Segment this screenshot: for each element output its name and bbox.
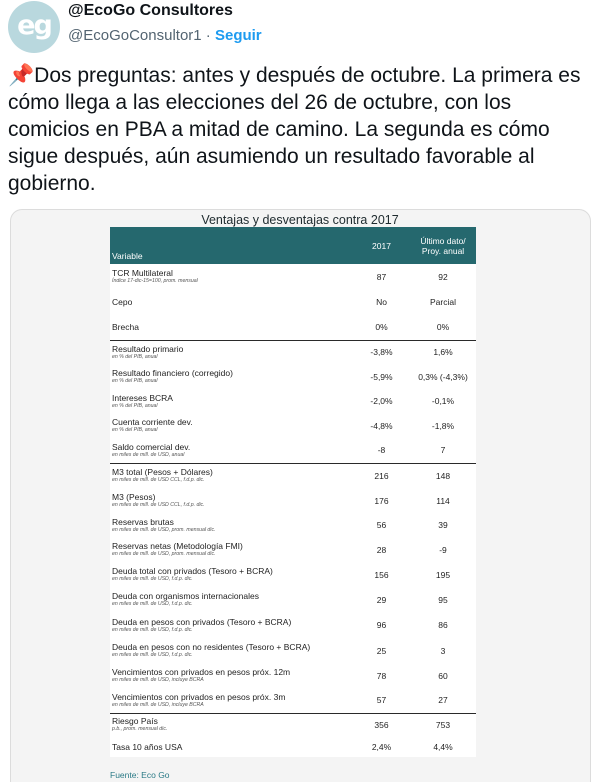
row-label: Reservas brutas	[112, 516, 174, 527]
row-sublabel: en miles de mill. de USD, prom. mensual dic.	[112, 526, 216, 533]
table-row	[110, 413, 476, 438]
cell-2017: 56	[376, 520, 387, 530]
row-variable-cell	[110, 736, 353, 757]
table-row	[110, 438, 476, 463]
cell-2017: -2,0%	[370, 396, 393, 406]
row-label: Saldo comercial dev.	[112, 441, 191, 452]
row-sublabel: en miles de mill. de USD CCL, f.d.p. dic.	[112, 502, 205, 508]
cell-2017: 25	[376, 645, 387, 656]
cell-2017: 356	[353, 713, 410, 736]
column-header-2017: 2017	[353, 227, 410, 264]
row-sublabel: en miles de mill. de USD, anual	[112, 451, 185, 458]
pushpin-icon: 📌	[8, 64, 35, 87]
cell-2017: -3,8%	[353, 340, 410, 364]
cell-ultimo-dato: 86	[438, 620, 448, 630]
cell-2017: 0%	[375, 322, 388, 333]
cell-2017: 29	[376, 594, 387, 605]
cell-2017: 216	[353, 463, 410, 488]
cell-ultimo-dato: 0,3% (-4,3%)	[418, 371, 468, 382]
cell-ultimo-dato: 4,4%	[433, 741, 453, 752]
row-label: Reservas netas (Metodología FMI)	[112, 541, 243, 551]
cell-ultimo-dato: 195	[435, 569, 451, 580]
cell-ultimo-dato: 1,6%	[410, 340, 476, 364]
row-label: M3 (Pesos)	[112, 492, 156, 502]
row-label: Vencimientos con privados en pesos próx. 3m	[112, 691, 286, 702]
cell-2017: 57	[376, 695, 387, 706]
cell-2017: 28	[376, 544, 387, 555]
table-row	[110, 340, 476, 364]
table-row	[110, 713, 476, 736]
author-name[interactable]: @EcoGo Consultores	[68, 2, 233, 19]
cell-2017: 156	[374, 569, 389, 580]
cell-ultimo-dato: 27	[438, 695, 448, 706]
row-sublabel: en % del PIB, anual	[112, 353, 158, 360]
row-label: Resultado primario	[112, 343, 184, 354]
cell-ultimo-dato: -0,1%	[431, 396, 455, 406]
row-variable-cell	[110, 562, 353, 587]
cell-ultimo-dato: 148	[410, 463, 476, 488]
avatar-logo: eg	[17, 9, 51, 41]
follow-button[interactable]: Seguir	[214, 27, 262, 44]
cell-ultimo-dato: -9	[439, 544, 447, 555]
cell-2017: -5,9%	[370, 371, 393, 382]
cell-2017: 87	[376, 271, 387, 282]
row-variable-cell	[110, 389, 353, 413]
row-label: Resultado financiero (corregido)	[112, 368, 233, 378]
cell-2017: 78	[376, 670, 387, 681]
row-label: Brecha	[112, 322, 139, 333]
row-variable-cell	[110, 289, 353, 315]
row-label: Cepo	[112, 297, 133, 307]
table-title: Ventajas y desventajas contra 2017	[201, 213, 399, 227]
row-label: Deuda en pesos con privados (Tesoro + BCRA)	[112, 616, 292, 627]
row-sublabel: en miles de mill. de USD, f.d.p. dic.	[112, 601, 193, 607]
table-header-row	[110, 227, 476, 264]
row-variable-cell	[110, 463, 353, 488]
table-row	[110, 688, 476, 713]
cell-2017: 2,4%	[371, 741, 392, 752]
row-variable-cell	[110, 587, 353, 612]
table-row	[110, 663, 476, 688]
cell-ultimo-dato: 39	[438, 520, 448, 530]
row-variable-cell	[110, 438, 353, 463]
cell-ultimo-dato: -1,8%	[431, 420, 455, 431]
table-row	[110, 364, 476, 389]
table-row	[110, 264, 476, 289]
table-row	[110, 463, 476, 488]
author-handle[interactable]: @EcoGoConsultor1	[68, 27, 202, 44]
row-label: Riesgo País	[112, 716, 158, 727]
cell-ultimo-dato: 60	[438, 670, 448, 681]
table-row	[110, 513, 476, 537]
row-variable-cell	[110, 488, 353, 513]
row-variable-cell	[110, 340, 353, 364]
row-label: Deuda total con privados (Tesoro + BCRA)	[112, 566, 273, 576]
row-variable-cell	[110, 413, 353, 438]
row-sublabel: en % del PIB, anual	[112, 402, 158, 409]
row-label: Intereses BCRA	[112, 392, 173, 403]
row-variable-cell	[110, 513, 353, 537]
row-sublabel: en miles de mill. de USD, f.d.p. dic.	[112, 626, 193, 633]
row-variable-cell	[110, 638, 353, 663]
cell-ultimo-dato: 114	[436, 495, 450, 506]
row-label: M3 total (Pesos + Dólares)	[112, 467, 213, 478]
row-sublabel: en miles de mill. de USD, incluye BCRA	[112, 701, 204, 708]
row-sublabel: en % del PIB, anual	[112, 378, 158, 384]
tweet-text	[8, 62, 588, 197]
row-sublabel: p.b., prom. mensual dic.	[112, 726, 168, 733]
table-row	[110, 488, 476, 513]
data-table	[110, 227, 476, 757]
cell-2017: -8	[377, 445, 386, 456]
column-header-ultimo-dato: Último dato/ Proy. anual	[410, 227, 476, 264]
row-label: Cuenta corriente dev.	[112, 417, 193, 427]
table-row	[110, 389, 476, 413]
cell-ultimo-dato: 7	[440, 445, 446, 456]
table-row	[110, 289, 476, 315]
row-label: Vencimientos con privados en pesos próx. 12m	[112, 667, 291, 677]
row-variable-cell	[110, 688, 353, 713]
cell-ultimo-dato: 3	[440, 645, 446, 656]
row-sublabel: Índice 17-dic-15=100, prom. mensual	[112, 278, 198, 284]
row-variable-cell	[110, 713, 353, 736]
row-variable-cell	[110, 364, 353, 389]
table-body	[110, 264, 476, 757]
row-sublabel: en miles de mill. de USD CCL, f.d.p. dic.	[112, 477, 205, 484]
separator-dot: ·	[201, 27, 215, 44]
row-sublabel: en miles de mill. de USD, prom. mensual dic.	[112, 551, 216, 557]
cell-2017: -4,8%	[370, 420, 393, 431]
row-label: Deuda con organismos internacionales	[112, 591, 259, 601]
row-variable-cell	[110, 663, 353, 688]
cell-ultimo-dato: 753	[410, 713, 476, 736]
cell-2017: No	[376, 297, 387, 307]
cell-2017: 176	[374, 495, 389, 506]
table-row	[110, 587, 476, 612]
tweet-header	[0, 0, 592, 56]
row-variable-cell	[110, 537, 353, 562]
table-row	[110, 736, 476, 757]
table-row	[110, 638, 476, 663]
cell-ultimo-dato: 92	[438, 271, 448, 282]
table-row	[110, 315, 476, 340]
table-source: Fuente: Eco Go	[110, 770, 170, 780]
row-label: Deuda en pesos con no residentes (Tesoro + BCRA)	[112, 642, 311, 652]
table-row	[110, 612, 476, 638]
row-label: Tasa 10 años USA	[112, 741, 183, 752]
row-sublabel: en % del PIB, anual	[112, 427, 158, 433]
row-variable-cell	[110, 315, 353, 340]
row-sublabel: en miles de mill. de USD, incluye BCRA	[112, 677, 204, 683]
cell-2017: 96	[376, 620, 387, 630]
table-row	[110, 562, 476, 587]
cell-ultimo-dato: 95	[438, 594, 448, 605]
author-handle-line	[68, 27, 262, 44]
row-sublabel: en miles de mill. de USD, f.d.p. dic.	[112, 576, 193, 582]
row-label: TCR Multilateral	[112, 268, 173, 278]
tweet-body: Dos preguntas: antes y después de octubre. La primera es cómo llega a las elecciones del 26 de octubre, con los comicios en PBA a mitad de camino. La segunda es cómo sigue después, aún asumiendo un resultado favorable al gobierno.	[8, 64, 581, 195]
cell-ultimo-dato: Parcial	[430, 297, 456, 307]
avatar[interactable]	[8, 1, 60, 53]
row-variable-cell	[110, 264, 353, 289]
row-variable-cell	[110, 612, 353, 638]
cell-ultimo-dato: 0%	[436, 322, 450, 333]
column-header-variable: Variable	[110, 227, 353, 264]
row-sublabel: en miles de mill. de USD, f.d.p. dic.	[112, 652, 193, 658]
table-row	[110, 537, 476, 562]
